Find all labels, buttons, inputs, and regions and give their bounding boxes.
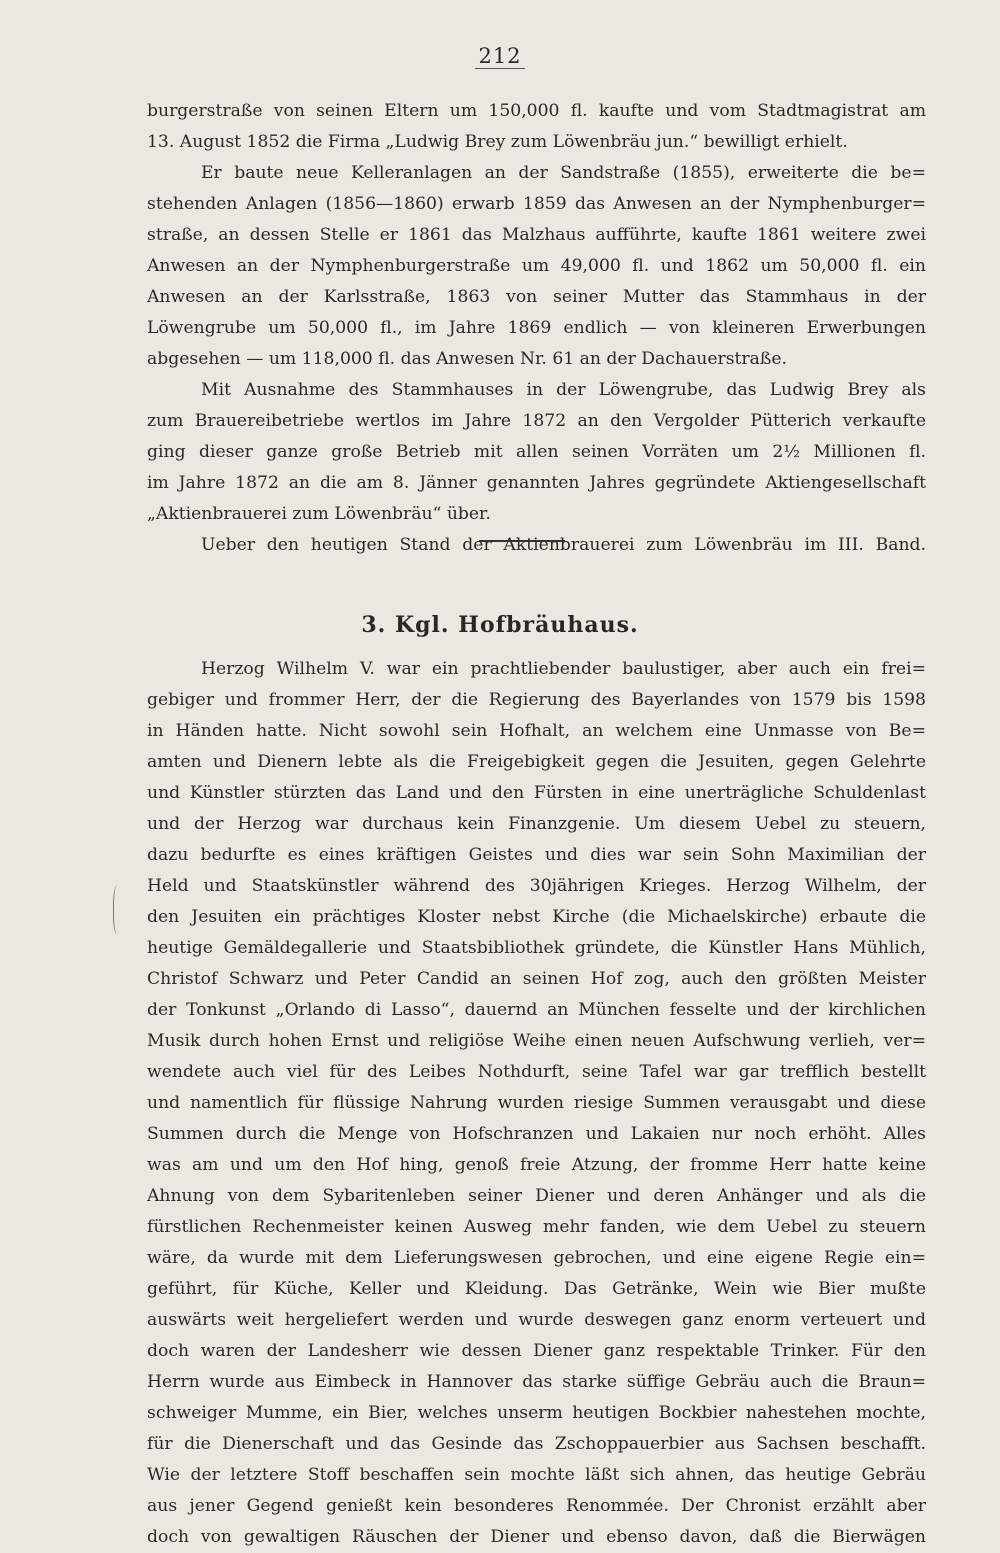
text-line: wäre, da wurde mit dem Lieferungswesen gebrochen, und eine eigene Regie ein=	[147, 1248, 926, 1268]
section-heading: 3. Kgl. Hofbräuhaus.	[361, 612, 639, 638]
text-line: den Jesuiten ein prächtiges Kloster nebst Kirche (die Michaelskirche) erbaute die	[147, 907, 926, 927]
text-line: im Jahre 1872 an die am 8. Jänner genannten Jahres gegründete Aktiengesellschaft	[147, 473, 926, 493]
text-line: Herrn wurde aus Eimbeck in Hannover das starke süffige Gebräu auch die Braun=	[147, 1372, 926, 1392]
paragraph	[147, 96, 926, 158]
text-line: Held und Staatskünstler während des 30jährigen Krieges. Herzog Wilhelm, der	[147, 876, 926, 896]
text-line: Er baute neue Kelleranlagen an der Sandstraße (1855), erweiterte die be=	[201, 163, 926, 183]
text-line: Ueber den heutigen Stand der Aktienbrauerei zum Löwenbräu im III. Band.	[201, 535, 926, 555]
text-line: straße, an dessen Stelle er 1861 das Malzhaus aufführte, kaufte 1861 weitere zwei	[147, 225, 926, 245]
text-line: und der Herzog war durchaus kein Finanzgenie. Um diesem Uebel zu steuern,	[147, 814, 926, 834]
text-line: ging dieser ganze große Betrieb mit allen seinen Vorräten um 2½ Millionen fl.	[147, 442, 926, 462]
text-line: Löwengrube um 50,000 fl., im Jahre 1869 endlich — von kleineren Erwerbungen	[147, 318, 926, 338]
text-line: dazu bedurfte es eines kräftigen Geistes und dies war sein Sohn Maximilian der	[147, 845, 926, 865]
text-line: abgesehen — um 118,000 fl. das Anwesen Nr. 61 an der Dachauerstraße.	[147, 349, 788, 369]
text-line: in Händen hatte. Nicht sowohl sein Hofhalt, an welchem eine Unmasse von Be=	[147, 721, 926, 741]
text-line: auswärts weit hergeliefert werden und wurde deswegen ganz enorm verteuert und	[147, 1310, 926, 1330]
paragraph	[147, 158, 926, 375]
text-line: Mit Ausnahme des Stammhauses in der Löwengrube, das Ludwig Brey als	[201, 380, 926, 400]
text-line: Musik durch hohen Ernst und religiöse Weihe einen neuen Aufschwung verlieh, ver=	[147, 1031, 926, 1051]
paragraph	[147, 375, 926, 530]
text-line: stehenden Anlagen (1856—1860) erwarb 1859 das Anwesen an der Nymphenburger=	[147, 194, 926, 214]
text-block-bottom	[147, 654, 926, 1553]
text-line: der Tonkunst „Orlando di Lasso“, dauernd an München fesselte und der kirchlichen	[147, 1000, 926, 1020]
text-line: und Künstler stürzten das Land und den Fürsten in eine unerträgliche Schuldenlast	[147, 783, 926, 803]
paragraph	[147, 654, 926, 1553]
margin-pencil-mark	[113, 885, 124, 935]
text-line: Wie der letztere Stoff beschaffen sein mochte läßt sich ahnen, das heutige Gebräu	[147, 1465, 926, 1485]
text-line: Summen durch die Menge von Hofschranzen und Lakaien nur noch erhöht. Alles	[147, 1124, 926, 1144]
text-line: zum Brauereibetriebe wertlos im Jahre 1872 an den Vergolder Pütterich verkaufte	[147, 411, 926, 431]
text-line: burgerstraße von seinen Eltern um 150,000 fl. kaufte und vom Stadtmagistrat am	[147, 101, 926, 121]
section-divider	[479, 540, 565, 542]
text-line: was am und um den Hof hing, genoß freie Atzung, der fromme Herr hatte keine	[147, 1155, 926, 1175]
text-line: Anwesen an der Karlsstraße, 1863 von seiner Mutter das Stammhaus in der	[147, 287, 926, 307]
text-line: Herzog Wilhelm V. war ein prachtliebender baulustiger, aber auch ein frei=	[201, 659, 926, 679]
text-line: Ahnung von dem Sybaritenleben seiner Diener und deren Anhänger und als die	[147, 1186, 926, 1206]
paragraph	[147, 530, 926, 561]
text-line: doch waren der Landesherr wie dessen Diener ganz respektable Trinker. Für den	[147, 1341, 926, 1361]
text-line: fürstlichen Rechenmeister keinen Ausweg mehr fanden, wie dem Uebel zu steuern	[147, 1217, 926, 1237]
text-line: gebiger und frommer Herr, der die Regierung des Bayerlandes von 1579 bis 1598	[147, 690, 926, 710]
text-block-top	[147, 96, 926, 561]
text-line: doch von gewaltigen Räuschen der Diener und ebenso davon, daß die Bierwägen	[147, 1527, 926, 1547]
text-line: geführt, für Küche, Keller und Kleidung. Das Getränke, Wein wie Bier mußte	[147, 1279, 926, 1299]
text-line: aus jener Gegend genießt kein besonderes Renommée. Der Chronist erzählt aber	[147, 1496, 926, 1516]
text-line: 13. August 1852 die Firma „Ludwig Brey zum Löwenbräu jun.“ bewilligt erhielt.	[147, 132, 848, 152]
page-number: 212	[0, 44, 1000, 68]
text-line: und namentlich für flüssige Nahrung wurden riesige Summen verausgabt und diese	[147, 1093, 926, 1113]
text-line: wendete auch viel für des Leibes Nothdurft, seine Tafel war gar trefflich bestellt	[147, 1062, 926, 1082]
text-line: Christof Schwarz und Peter Candid an seinen Hof zog, auch den größten Meister	[147, 969, 926, 989]
text-line: für die Dienerschaft und das Gesinde das Zschoppauerbier aus Sachsen beschafft.	[147, 1434, 926, 1454]
text-line: heutige Gemäldegallerie und Staatsbibliothek gründete, die Künstler Hans Mühlich,	[147, 938, 926, 958]
text-line: amten und Dienern lebte als die Freigebigkeit gegen die Jesuiten, gegen Gelehrte	[147, 752, 926, 772]
text-line: „Aktienbrauerei zum Löwenbräu“ über.	[147, 504, 491, 524]
text-line: Anwesen an der Nymphenburgerstraße um 49,000 fl. und 1862 um 50,000 fl. ein	[147, 256, 926, 276]
text-line: schweiger Mumme, ein Bier, welches unserm heutigen Bockbier nahestehen mochte,	[147, 1403, 926, 1423]
